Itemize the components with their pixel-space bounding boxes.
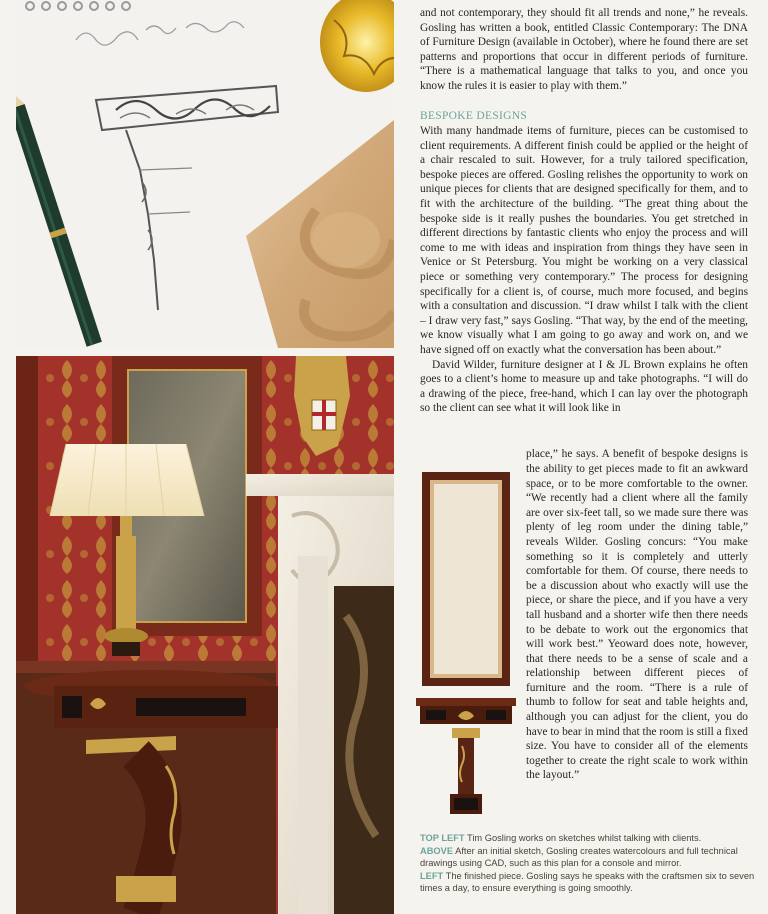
body-paragraph-1: With many handmade items of furniture, pieces can be customised to client requirements. A different finish could be applied or the height of a chair rescaled to suit. However, for a truly tailored specification, bespoke pieces are offered. Gosling relishes the opportunity to work on unique pieces for clients that are designed specifically for them, and to fit with the architecture of the building. “The great thing about the bespoke side is it really pushes the boundaries. You get stretched in different directions by fantastic clients who enjoy the process and will come to me with ideas and inspiration from things they have seen in Venice or St Petersburg. You might be working on a very classical piece or something very contemporary.” The process for designing specifically for a client is, of course, much more focused, and begins with a consultation and discussion. “I draw whilst I talk with the client – I draw very fast,” says Gosling. “That way, by the end of the meeting, we know visually what I am going to go away and work on, and we have signed off on exactly what the conversation has been about.” — [420, 125, 748, 356]
room-photo — [16, 356, 394, 914]
caption-text: After an initial sketch, Gosling creates watercolours and full technical drawings using CAD, such as this plan for a console and mirror. — [420, 845, 738, 869]
intro-paragraph-text: and not contemporary, they should fit all trends and none,” he reveals. Gosling has written a book, entitled Classic Contemporary: The DNA of Furniture Design (available in October), where he found there are set patterns and proportions that occur in different periods of furniture. “There is a mathematical language that talks to you, and once you know the rules it is easier to play with them.” — [420, 7, 748, 92]
section-heading: BESPOKE DESIGNS — [420, 110, 528, 122]
photo-captions — [420, 832, 756, 895]
body-paragraph-2b: place,” he says. A benefit of bespoke designs is the ability to get pieces made to fit an awkward space, or to be more comfortable to the owner. “We recently had a client where all the family are over six-feet tall, so we made sure there was plenty of leg room under the dining table,” reveals Wilder. Gosling concurs: “You make something so it is completely and utterly comfortable for them. Of course, there needs to be a discussion about who exactly will use the piece, or share the piece, and if you have a very tall husband and a shorter wife then there needs to be debate to work out the ergonomics that will work best.” Yeoward does note, however, that there needs to be a sense of scale and a relationship between different pieces of furniture and the room. “There is a rule of thumb to follow for seat and table heights and, although you can adjust for the client, you do have to bear in mind that the room is still a fixed size. You have to consider all of the elements together to create the right scale to work within the layout.” — [526, 448, 748, 782]
caption-above — [420, 845, 756, 870]
caption-label: TOP LEFT — [420, 833, 465, 843]
body-text-wrap — [526, 436, 748, 794]
caption-label: ABOVE — [420, 845, 454, 856]
body-text-column — [420, 124, 748, 416]
caption-label: LEFT — [420, 870, 444, 881]
body-paragraph-2a: David Wilder, furniture designer at I & JL Brown explains he often goes to a client’s home to measure up and take photographs. “I will do a drawing of the piece, free-hand, which I can lay over the photograph so the client can see what it will look like in — [420, 358, 748, 415]
console-mirror-drawing — [414, 466, 518, 818]
caption-top-left — [420, 832, 756, 845]
console-mirror-photo-icon — [16, 356, 394, 914]
console-mirror-drawing-icon — [414, 466, 518, 818]
caption-text: Tim Gosling works on sketches whilst talking with clients. — [464, 833, 702, 843]
sketch-photo — [16, 0, 394, 348]
pencil-sketch-photo-icon — [16, 0, 394, 348]
caption-left — [420, 870, 756, 895]
caption-text: The finished piece. Gosling says he speaks with the craftsmen six to seven times a day, to ensure everything is going smoothly. — [420, 870, 755, 894]
intro-paragraph — [420, 6, 748, 94]
